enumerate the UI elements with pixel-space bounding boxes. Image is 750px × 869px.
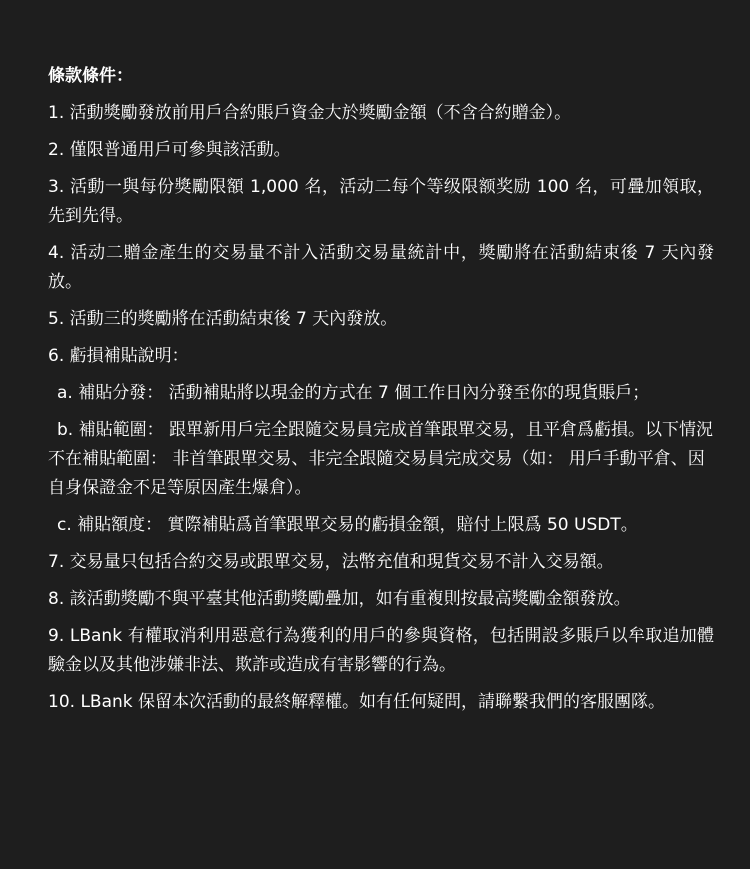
terms-conditions [48, 62, 714, 725]
term-item-6: 6. 虧損補貼說明： [48, 346, 189, 366]
term-item-4: 4. 活动二贈金產生的交易量不計入活動交易量統計中，獎勵將在活動結束後 7 天內發放。 [48, 243, 714, 292]
term-item-8: 8. 該活動獎勵不與平臺其他活動獎勵疊加，如有重複則按最高獎勵金額發放。 [48, 589, 631, 609]
term-item-2: 2. 僅限普通用戶可參與該活動。 [48, 140, 291, 160]
subsidy-scope [48, 416, 714, 503]
term-item-9: 9. LBank 有權取消利用惡意行為獲利的用戶的參與資格，包括開設多賬戶以牟取追加體驗金以及其他涉嫌非法、欺詐或造成有害影響的行為。 [48, 626, 714, 675]
subsidy-amount: c. 補貼額度： 實際補貼爲首筆跟單交易的虧損金額，賠付上限爲 50 USDT。 [57, 515, 638, 535]
term-item-1: 1. 活動獎勵發放前用戶合約賬戶資金大於獎勵金額（不含合約贈金）。 [48, 103, 572, 123]
term-item-10: 10. LBank 保留本次活動的最終解釋權。如有任何疑問，請聯繫我們的客服團隊。 [48, 692, 666, 712]
subsidy-distribution: a. 補貼分發： 活動補貼將以現金的方式在 7 個工作日內分發至你的現貨賬戶； [57, 383, 650, 403]
term-item-3: 3. 活動一與每份獎勵限額 1,000 名，活动二每个等级限额奖励 100 名，可疊加領取，先到先得。 [48, 177, 714, 226]
subsidy-scope-text: b. 補貼範圍： 跟單新用戶完全跟隨交易員完成首筆跟單交易，且平倉爲虧損。以下情況不在補貼範圍： 非首筆跟單交易、非完全跟隨交易員完成交易（如： 用戶手動平倉、因自身保證金不足等原因產生爆倉）。 [48, 420, 714, 498]
terms-title: 條款條件： [48, 66, 133, 86]
term-item-5: 5. 活動三的獎勵將在活動結束後 7 天內發放。 [48, 309, 398, 329]
term-item-7: 7. 交易量只包括合約交易或跟單交易，法幣充值和現貨交易不計入交易額。 [48, 552, 614, 572]
